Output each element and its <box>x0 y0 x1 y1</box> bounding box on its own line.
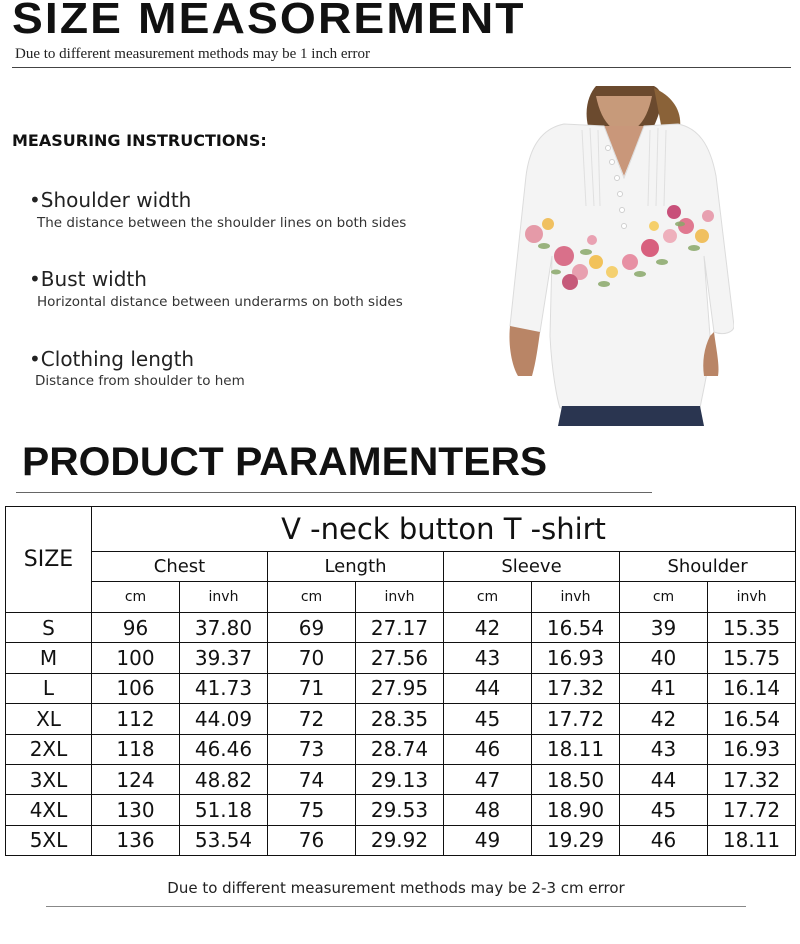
measure-cell: 49 <box>444 825 532 855</box>
measure-cell: 16.93 <box>708 734 796 764</box>
measurement-note: Due to different measurement methods may be 1 inch error <box>15 46 371 62</box>
measure-cell: 44 <box>444 673 532 703</box>
table-row <box>6 704 796 734</box>
table-row <box>6 795 796 825</box>
measure-cell: 17.32 <box>532 673 620 703</box>
unit-header: invh <box>708 582 796 613</box>
size-cell: M <box>6 643 92 673</box>
measure-cell: 28.74 <box>356 734 444 764</box>
group-header-shoulder: Shoulder <box>620 552 796 582</box>
measure-cell: 96 <box>92 613 180 643</box>
measure-cell: 51.18 <box>180 795 268 825</box>
measure-cell: 47 <box>444 764 532 794</box>
measure-cell: 19.29 <box>532 825 620 855</box>
measure-cell: 48.82 <box>180 764 268 794</box>
unit-header: cm <box>444 582 532 613</box>
unit-header: invh <box>532 582 620 613</box>
product-photo <box>504 86 734 426</box>
group-header-length: Length <box>268 552 444 582</box>
table-row <box>6 613 796 643</box>
measure-cell: 72 <box>268 704 356 734</box>
clothing-length-desc: Distance from shoulder to hem <box>35 373 245 389</box>
measure-cell: 136 <box>92 825 180 855</box>
footer-note: Due to different measurement methods may be 2-3 cm error <box>167 879 625 897</box>
table-row <box>6 825 796 855</box>
measure-cell: 16.14 <box>708 673 796 703</box>
product-name: V -neck button T -shirt <box>92 507 796 552</box>
measure-cell: 16.54 <box>708 704 796 734</box>
size-table-body <box>6 613 796 856</box>
measure-cell: 18.11 <box>708 825 796 855</box>
measure-cell: 18.90 <box>532 795 620 825</box>
size-cell: L <box>6 673 92 703</box>
measure-cell: 130 <box>92 795 180 825</box>
table-row <box>6 643 796 673</box>
unit-header: cm <box>268 582 356 613</box>
measure-cell: 45 <box>620 795 708 825</box>
clothing-length-label: •Clothing length <box>29 347 195 371</box>
measure-cell: 76 <box>268 825 356 855</box>
product-parameters-heading: PRODUCT PARAMENTERS <box>22 440 548 484</box>
unit-header: cm <box>620 582 708 613</box>
measure-cell: 53.54 <box>180 825 268 855</box>
measure-cell: 46.46 <box>180 734 268 764</box>
measure-cell: 41.73 <box>180 673 268 703</box>
measure-cell: 17.72 <box>708 795 796 825</box>
measure-cell: 124 <box>92 764 180 794</box>
measure-cell: 29.13 <box>356 764 444 794</box>
page-title: SIZE MEASOREMENT <box>12 0 526 43</box>
table-row <box>6 764 796 794</box>
measure-cell: 17.32 <box>708 764 796 794</box>
measure-cell: 16.54 <box>532 613 620 643</box>
measure-cell: 112 <box>92 704 180 734</box>
measure-cell: 70 <box>268 643 356 673</box>
measure-cell: 27.95 <box>356 673 444 703</box>
size-cell: 4XL <box>6 795 92 825</box>
measure-cell: 69 <box>268 613 356 643</box>
size-cell: S <box>6 613 92 643</box>
measure-cell: 18.11 <box>532 734 620 764</box>
measure-cell: 45 <box>444 704 532 734</box>
measure-cell: 15.75 <box>708 643 796 673</box>
measure-cell: 106 <box>92 673 180 703</box>
measure-cell: 44 <box>620 764 708 794</box>
measure-cell: 18.50 <box>532 764 620 794</box>
measure-cell: 28.35 <box>356 704 444 734</box>
instructions-heading: MEASURING INSTRUCTIONS: <box>12 131 267 150</box>
divider <box>16 492 652 493</box>
measure-cell: 29.53 <box>356 795 444 825</box>
divider <box>46 906 746 907</box>
measure-cell: 118 <box>92 734 180 764</box>
size-cell: 5XL <box>6 825 92 855</box>
measure-cell: 48 <box>444 795 532 825</box>
measure-cell: 46 <box>620 825 708 855</box>
group-header-chest: Chest <box>92 552 268 582</box>
size-cell: XL <box>6 704 92 734</box>
unit-header: cm <box>92 582 180 613</box>
measure-cell: 16.93 <box>532 643 620 673</box>
table-row <box>6 734 796 764</box>
unit-header: invh <box>356 582 444 613</box>
group-header-sleeve: Sleeve <box>444 552 620 582</box>
measure-cell: 15.35 <box>708 613 796 643</box>
measure-cell: 73 <box>268 734 356 764</box>
measure-cell: 74 <box>268 764 356 794</box>
measure-cell: 27.56 <box>356 643 444 673</box>
divider <box>12 67 791 68</box>
measure-cell: 39 <box>620 613 708 643</box>
measure-cell: 40 <box>620 643 708 673</box>
measure-cell: 42 <box>444 613 532 643</box>
measure-cell: 37.80 <box>180 613 268 643</box>
measure-cell: 43 <box>620 734 708 764</box>
size-column-header: SIZE <box>6 507 92 613</box>
measure-cell: 39.37 <box>180 643 268 673</box>
measure-cell: 42 <box>620 704 708 734</box>
unit-header: invh <box>180 582 268 613</box>
size-cell: 3XL <box>6 764 92 794</box>
size-table <box>5 506 796 856</box>
measure-cell: 44.09 <box>180 704 268 734</box>
measure-cell: 17.72 <box>532 704 620 734</box>
measure-cell: 71 <box>268 673 356 703</box>
shoulder-width-desc: The distance between the shoulder lines on both sides <box>37 215 407 231</box>
bust-width-desc: Horizontal distance between underarms on both sides <box>37 294 403 310</box>
shoulder-width-label: •Shoulder width <box>29 188 192 212</box>
measure-cell: 41 <box>620 673 708 703</box>
measure-cell: 27.17 <box>356 613 444 643</box>
measure-cell: 75 <box>268 795 356 825</box>
measure-cell: 100 <box>92 643 180 673</box>
measure-cell: 43 <box>444 643 532 673</box>
size-cell: 2XL <box>6 734 92 764</box>
measure-cell: 29.92 <box>356 825 444 855</box>
table-row <box>6 673 796 703</box>
bust-width-label: •Bust width <box>29 267 147 291</box>
measure-cell: 46 <box>444 734 532 764</box>
